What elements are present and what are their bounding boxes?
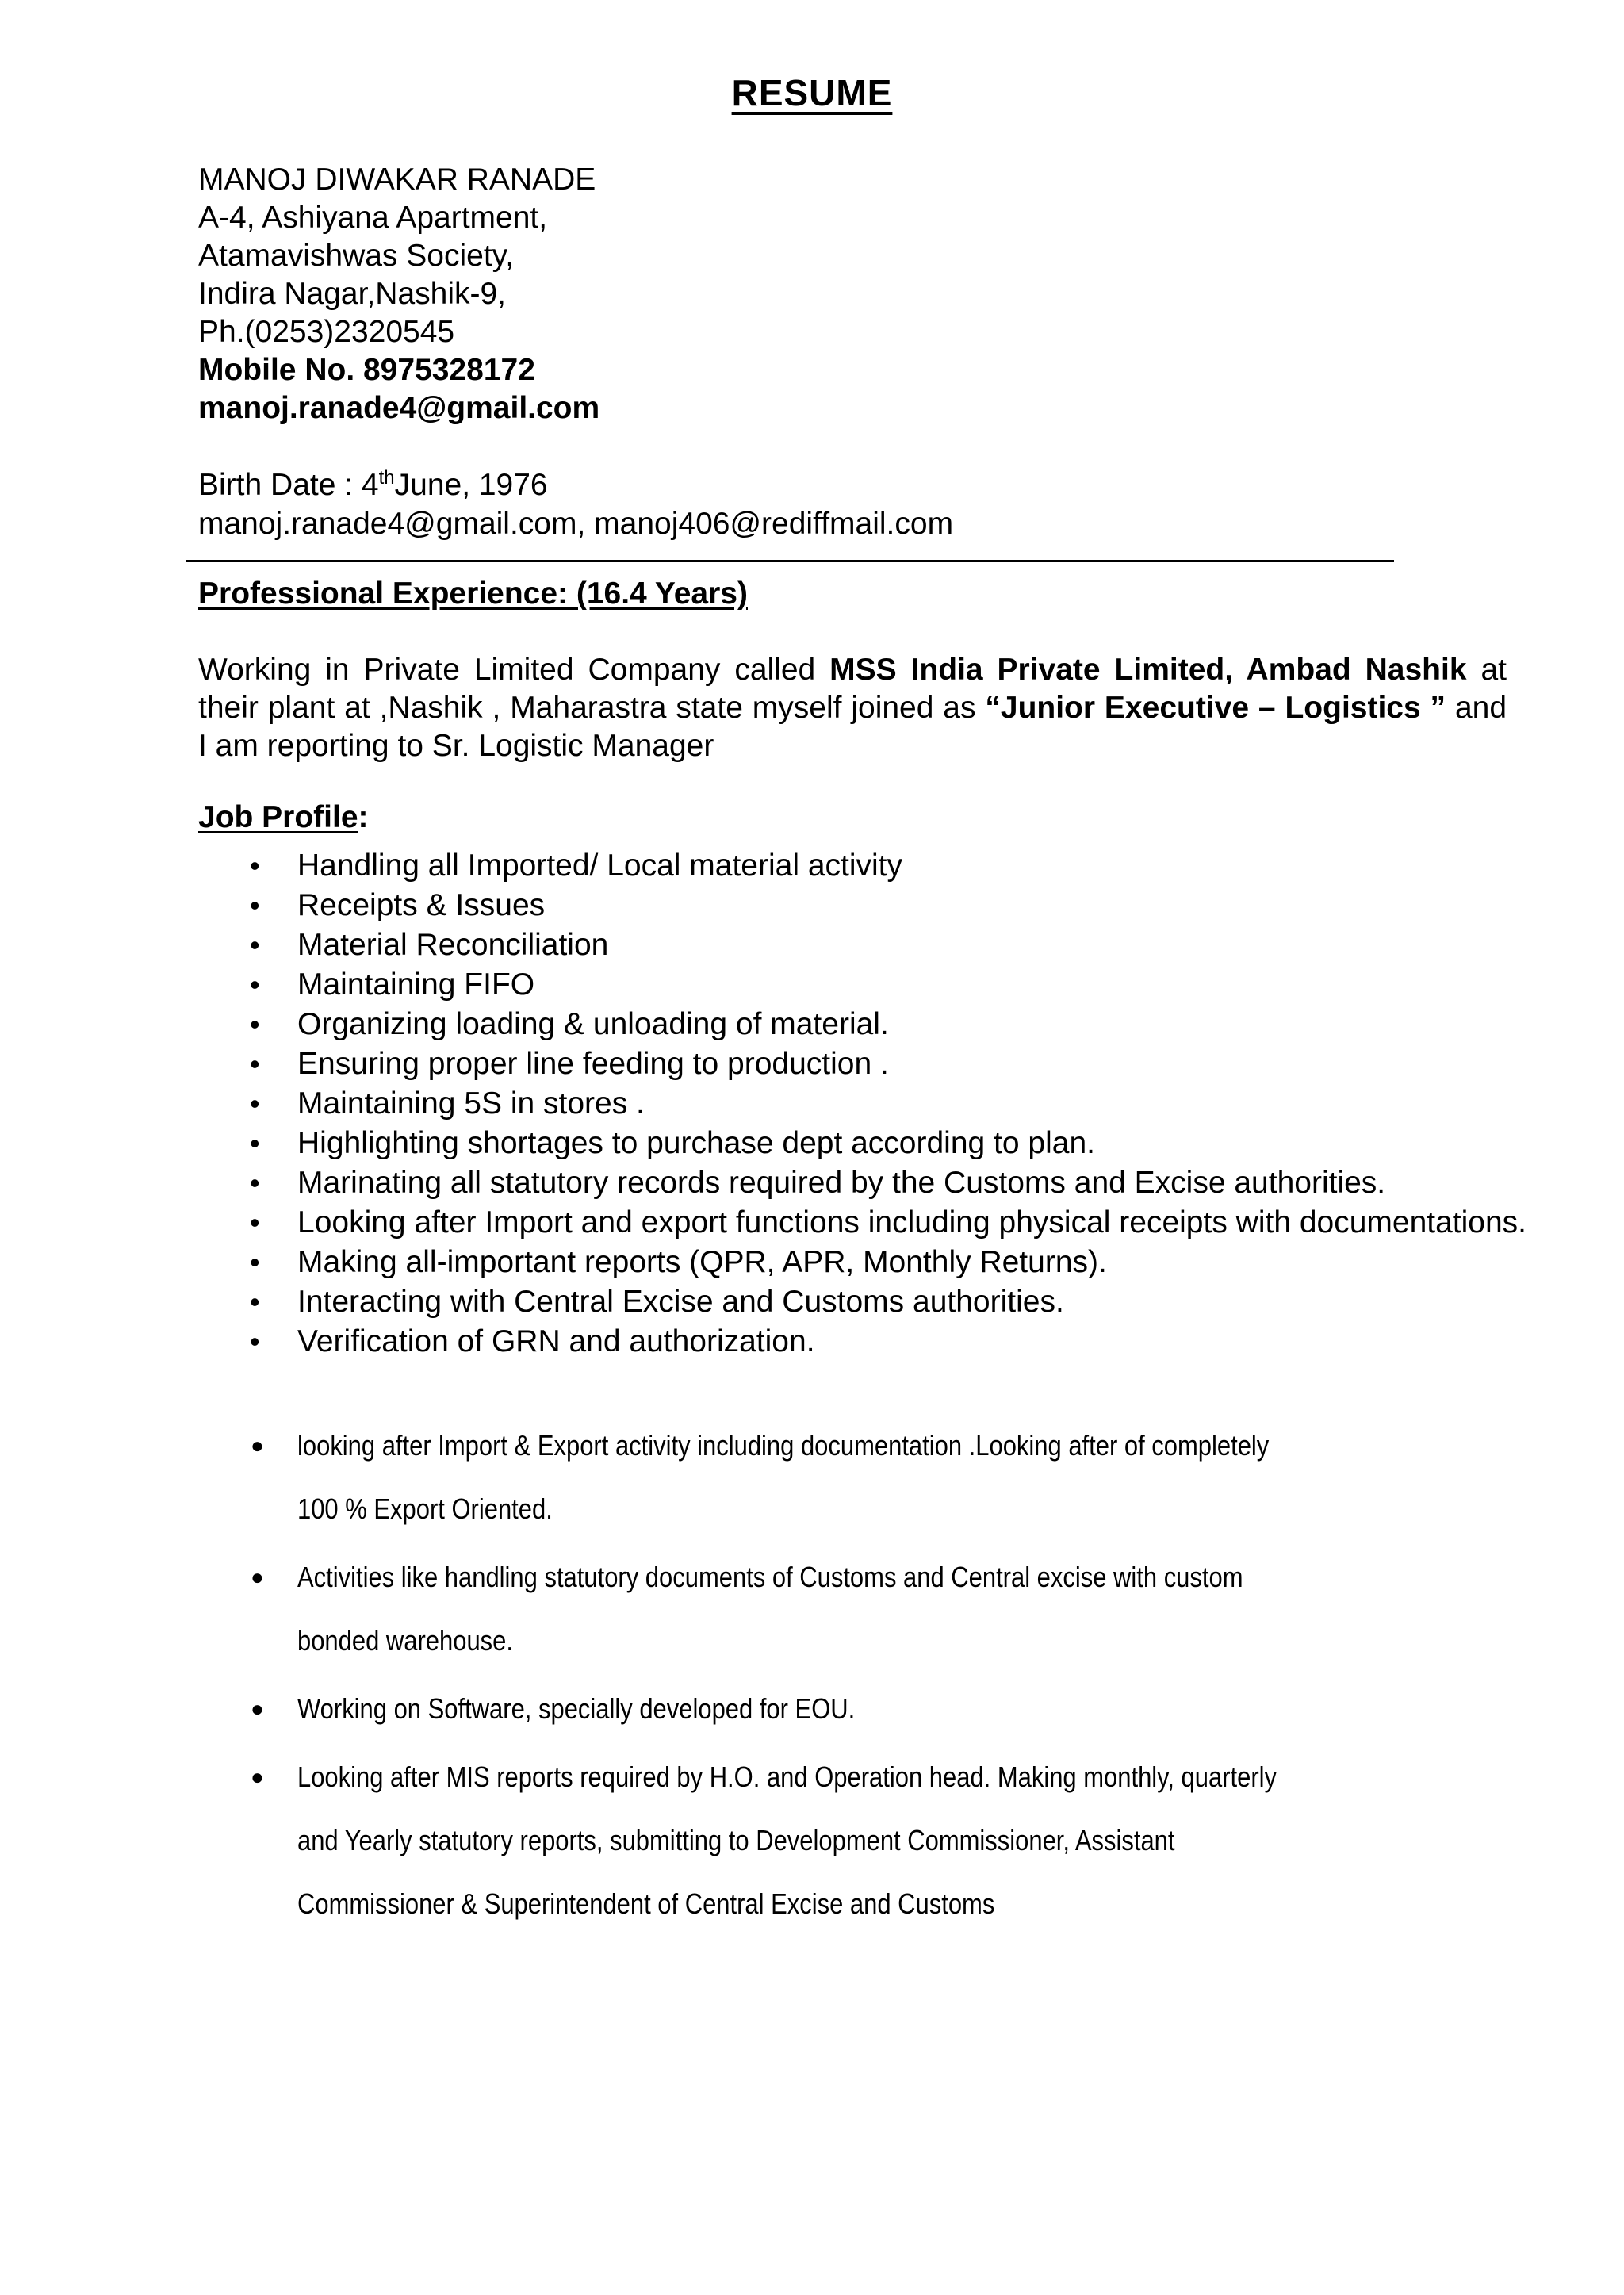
list-item: • Organizing loading & unloading of material. — [0, 1006, 1624, 1044]
list-item: • Looking after Import and export functions including physical receipts with documentations. — [0, 1204, 1624, 1242]
list-item: • Ensuring proper line feeding to production . — [0, 1045, 1624, 1083]
list-item-line: Working on Software, specially developed for EOU. — [297, 1692, 856, 1725]
birth-suffix: th — [378, 467, 395, 489]
email: manoj.ranade4@gmail.com — [198, 391, 600, 425]
list-item-line: Activities like handling statutory documents of Customs and Central excise with custom — [297, 1561, 1243, 1593]
job-profile-heading — [198, 800, 369, 835]
personal-block — [198, 466, 953, 543]
list-item-line: Looking after MIS reports required by H.O. and Operation head. Making monthly, quarterly — [297, 1761, 1277, 1793]
divider — [186, 560, 1394, 562]
address-line-2: Atamavishwas Society, — [198, 239, 515, 273]
experience-text-1: Working in Private Limited Company called — [198, 653, 830, 687]
list-item: • Maintaining FIFO — [0, 966, 1624, 1004]
list-item: • Interacting with Central Excise and Customs authorities. — [0, 1283, 1624, 1321]
company-name: MSS India Private Limited, Ambad Nashik — [829, 653, 1467, 687]
list-item: • Making all-important reports (QPR, APR, Monthly Returns). — [0, 1243, 1624, 1282]
experience-heading: Professional Experience: (16.4 Years) — [198, 577, 748, 611]
mobile: Mobile No. 8975328172 — [198, 353, 535, 387]
job-profile-colon: : — [358, 800, 369, 834]
job-profile-list-extended — [0, 1414, 1624, 1941]
experience-text-2: at their plant at ,Nashik , Maharastra state myself joined as — [198, 653, 1507, 725]
list-item-line: looking after Import & Export activity including documentation .Looking after of completely — [297, 1429, 1270, 1462]
experience-text-3: and I am reporting to Sr. Logistic Manager — [198, 691, 1507, 763]
page-title: RESUME — [731, 72, 893, 113]
list-item: • Highlighting shortages to purchase dept according to plan. — [0, 1125, 1624, 1163]
list-item-line: 100 % Export Oriented. — [297, 1492, 553, 1525]
job-profile-list — [0, 847, 1624, 1362]
list-item: • Maintaining 5S in stores . — [0, 1085, 1624, 1123]
phone: Ph.(0253)2320545 — [198, 315, 455, 349]
list-item: • Marinating all statutory records required by the Customs and Excise authorities. — [0, 1164, 1624, 1202]
list-item-line: and Yearly statutory reports, submitting to Development Commissioner, Assistant — [297, 1824, 1175, 1856]
birth-label: Birth Date : 4 — [198, 468, 379, 502]
birth-rest: June, 1976 — [394, 468, 548, 502]
list-item: • Verification of GRN and authorization. — [0, 1323, 1624, 1361]
email-list: manoj.ranade4@gmail.com, manoj406@rediffmail.com — [198, 507, 954, 541]
list-item — [0, 1414, 1624, 1541]
birth-date — [198, 466, 953, 504]
contact-block — [198, 161, 599, 427]
job-role: “Junior Executive – Logistics ” — [985, 691, 1446, 725]
list-item: • Handling all Imported/ Local material activity — [0, 847, 1624, 885]
job-profile-heading-text: Job Profile — [198, 800, 358, 834]
list-item-line: Commissioner & Superintendent of Central Excise and Customs — [297, 1887, 995, 1920]
experience-paragraph — [198, 651, 1507, 765]
address-line-3: Indira Nagar,Nashik-9, — [198, 277, 507, 311]
list-item — [0, 1677, 1624, 1741]
list-item — [0, 1546, 1624, 1672]
name: MANOJ DIWAKAR RANADE — [198, 163, 596, 197]
list-item: • Receipts & Issues — [0, 887, 1624, 925]
list-item — [0, 1745, 1624, 1936]
list-item: • Material Reconciliation — [0, 926, 1624, 964]
list-item-line: bonded warehouse. — [297, 1624, 513, 1657]
address-line-1: A-4, Ashiyana Apartment, — [198, 201, 548, 235]
